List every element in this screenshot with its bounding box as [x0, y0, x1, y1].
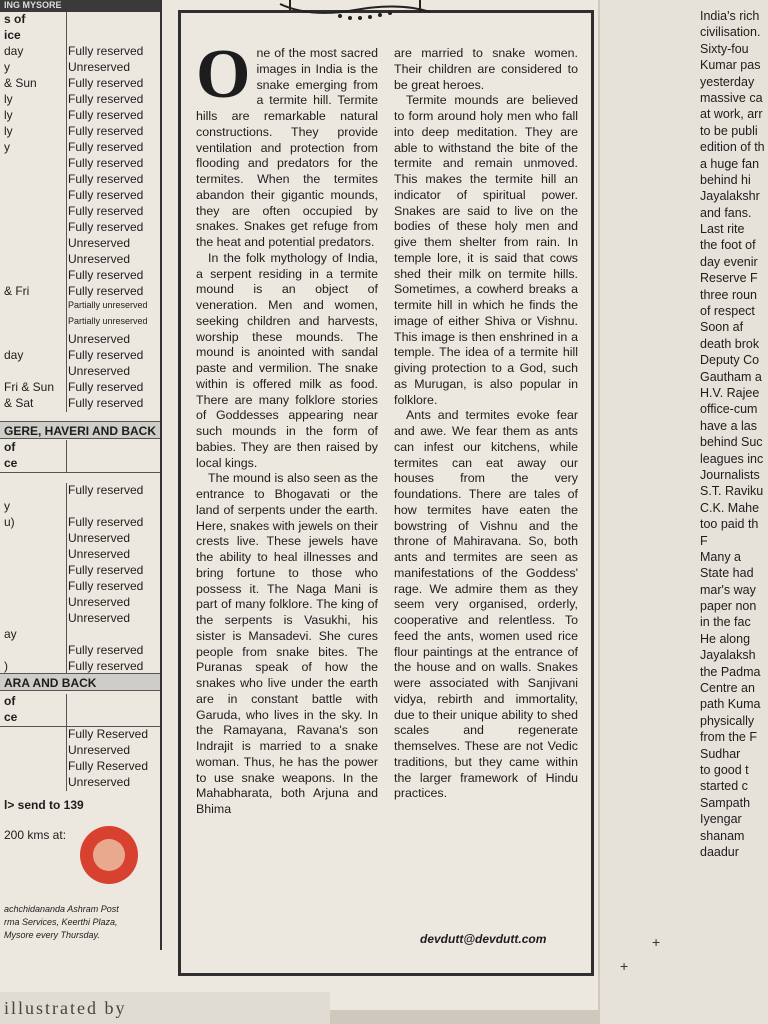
status-cell: Fully Reserved	[68, 759, 149, 773]
table-row	[0, 627, 160, 643]
status-cell: Fully reserved	[68, 76, 144, 90]
status-cell: Unreserved	[68, 595, 131, 609]
day-cell	[0, 204, 67, 220]
column-line: He along	[700, 631, 751, 646]
status-cell: Unreserved	[68, 236, 131, 250]
day-cell	[0, 220, 67, 236]
header-cell: ce	[0, 710, 67, 726]
status-cell: Unreserved	[68, 775, 131, 789]
table-row	[0, 643, 160, 659]
table-row	[0, 124, 160, 140]
column-line: day evenir	[700, 254, 758, 269]
article-paragraph: In the folk mythology of India, a serpent residing in a termite mound is an object of veneration. Men and women, seeking children and harvests, worship these mounds. The mound is anointed with sandal paste and vermilion. The snake within is offered milk as food. There are many folklore stories of Goddesses appearing near such mounds in the form of babies. They are then raised by local kings.	[196, 250, 378, 470]
column-line: the Padma	[700, 664, 761, 679]
table-row	[0, 188, 160, 204]
table-row	[0, 396, 160, 412]
column-line: behind Suc	[700, 435, 763, 450]
column-line: yesterday	[700, 74, 755, 89]
adjacent-article-column	[700, 8, 768, 860]
status-cell: Fully reserved	[68, 643, 144, 657]
column-line: a huge fan	[700, 156, 760, 171]
day-cell	[0, 332, 67, 348]
day-cell	[0, 611, 67, 627]
column-line: Soon af	[700, 320, 744, 335]
table-row	[0, 44, 160, 60]
column-line: Many a	[700, 549, 741, 564]
day-cell	[0, 316, 67, 332]
table-row	[0, 300, 160, 316]
day-cell	[0, 483, 67, 499]
column-line: H.V. Rajee	[700, 385, 760, 400]
section-band-haveri: GERE, HAVERI AND BACK	[0, 421, 160, 439]
column-line: death brok	[700, 336, 760, 351]
day-cell	[0, 547, 67, 563]
table-row	[0, 547, 160, 563]
table-row	[0, 563, 160, 579]
table-row	[0, 236, 160, 252]
status-cell: Fully reserved	[68, 44, 144, 58]
day-cell	[0, 172, 67, 188]
table-header-row	[0, 694, 160, 710]
table-row	[0, 60, 160, 76]
status-cell: Fully reserved	[68, 515, 144, 529]
day-cell: u)	[0, 515, 67, 531]
section-band-ara: ARA AND BACK	[0, 673, 160, 691]
column-line: in the fac	[700, 615, 751, 630]
table-header-row	[0, 12, 160, 28]
column-line: leagues inc	[700, 451, 764, 466]
status-cell: Fully reserved	[68, 188, 144, 202]
status-cell: Unreserved	[68, 547, 131, 561]
column-line: of respect	[700, 304, 755, 319]
column-line: F	[700, 533, 708, 548]
column-line: Gautham a	[700, 369, 762, 384]
status-cell: Unreserved	[68, 364, 131, 378]
day-cell	[0, 156, 67, 172]
day-cell: & Sun	[0, 76, 67, 92]
table-row	[0, 204, 160, 220]
day-cell	[0, 775, 67, 791]
day-cell	[0, 727, 67, 743]
day-cell: y	[0, 499, 67, 515]
paragraph-text: ne of the most sacred images in India is the snake emerging from a termite hill. Termite hills are remarkable natural constructions. They provide ventilation and protection from flooding and predators for the termites. When the termites abandon their gigantic mounds, they are often occupied by snakes. Snakes get refuge from the heat and potential predators.	[196, 46, 378, 249]
author-email: devdutt@devdutt.com	[420, 932, 547, 946]
status-cell: Fully reserved	[68, 579, 144, 593]
column-line: S.T. Raviku	[700, 484, 764, 499]
section-header-haveri	[0, 440, 162, 675]
column-line: from the F	[700, 730, 757, 745]
status-cell: Fully Reserved	[68, 727, 149, 741]
railway-seal-logo	[80, 826, 138, 884]
status-cell: Fully reserved	[68, 659, 144, 673]
table-row	[0, 140, 160, 156]
article-paragraph: Ants and termites evoke fear and awe. We fear them as ants can infest our kitchens, while termites can eat away our houses from the very foundations. There are tales of how termites have eaten the bowstring of Vishnu and the throne of Mahiravana. So, both ants and termites are seen as manifestations of the Goddess' rage. We admire them as they seem very organised, orderly, cooperative and relentless. To feed the ants, women used rice flour paintings at the entrance of the house and on walls. Snakes were associated with Sanjivani vidya, rebirth and immortality, due to their unique ability to shed scales and regenerate themselves. These are not Vedic traditions, but they came within the larger framework of Hindu practices.	[394, 408, 578, 801]
status-cell: Fully reserved	[68, 563, 144, 577]
day-cell: & Fri	[0, 284, 67, 300]
column-line: State had	[700, 566, 754, 581]
column-line: shanam	[700, 828, 745, 843]
column-line: too paid th	[700, 517, 759, 532]
column-line: Jayalakshr	[700, 189, 760, 204]
address-line: rma Services, Keerthi Plaza,	[4, 917, 118, 927]
column-line: Kumar pas	[700, 58, 761, 73]
column-line: massive ca	[700, 90, 763, 105]
status-cell: Fully reserved	[68, 268, 144, 282]
column-line: C.K. Mahe	[700, 500, 760, 515]
column-line: daadur	[700, 844, 739, 859]
status-cell: Fully reserved	[68, 204, 144, 218]
day-cell	[0, 595, 67, 611]
registration-mark-icon: +	[620, 958, 629, 974]
address-line: Mysore every Thursday.	[4, 930, 100, 940]
schedule-rows	[0, 483, 160, 675]
status-cell: Fully reserved	[68, 348, 144, 362]
distance-note: 200 kms at:	[4, 828, 67, 842]
day-cell	[0, 236, 67, 252]
header-cell: of	[0, 694, 67, 710]
status-cell: Fully reserved	[68, 172, 144, 186]
column-line: behind hi	[700, 172, 751, 187]
article-paragraph: Termite mounds are believed to form around holy men who fall into deep meditation. They are able to withstand the bite of the termite and remain unmoved. This makes the termite hill an indicator of spiritual power. Snakes are said to live on the bodies of these holy men and give them shelter from rain. In temple lore, it is said that cows shed their milk on termite hills. Sometimes, a cowherd breaks a termite hill in which he finds the image of either Shiva or Vishnu. This image is then enshrined in a temple. The idea of a termite hill giving protection to a God, such as Murugan, is also popular in folklore.	[394, 93, 578, 407]
status-cell: Unreserved	[68, 332, 131, 346]
day-cell: ly	[0, 92, 67, 108]
table-row	[0, 172, 160, 188]
status-cell: Fully reserved	[68, 92, 144, 106]
day-cell: Fri & Sun	[0, 380, 67, 396]
schedule-rows	[0, 44, 160, 412]
article-paragraph: The mound is also seen as the entrance to Bhogavati or the land of serpents under the earth. Here, snakes with jewels on their crests live. These jewels have the ability to heal illnesses and bring fortune to those who possess it. The Naga Mani is part of many folklore. The king of the serpents is Vasukhi, his sister is Mansadevi. She cures people from snake bites. The Puranas speak of how the snakes who live under the earth are in constant battle with Garuda, who lives in the sky. In the Ramayana, Ravana's son Indrajit is married to a snake woman. Thus, he has the power to use snake weapons. In the Mahabharata, both Arjuna and Bhima	[196, 471, 378, 816]
column-line: have a las	[700, 418, 757, 433]
status-cell: Unreserved	[68, 743, 131, 757]
table-row	[0, 727, 160, 743]
day-cell	[0, 579, 67, 595]
column-line: mar's way	[700, 582, 756, 597]
column-line: India's rich	[700, 9, 760, 23]
status-cell: Fully reserved	[68, 380, 144, 394]
column-line: at work, arr	[700, 107, 763, 122]
table-row	[0, 515, 160, 531]
day-cell: y	[0, 60, 67, 76]
column-line: path Kuma	[700, 697, 761, 712]
sms-instruction: l> send to 139	[4, 798, 84, 812]
column-line: Sampath	[700, 795, 751, 810]
header-cell: of	[0, 440, 67, 456]
day-cell	[0, 743, 67, 759]
day-cell	[0, 759, 67, 775]
column-line: Reserve F	[700, 271, 758, 286]
day-cell: day	[0, 44, 67, 60]
day-cell	[0, 364, 67, 380]
registration-mark-icon: +	[652, 934, 661, 950]
status-cell: Fully reserved	[68, 220, 144, 234]
status-cell: Fully reserved	[68, 284, 144, 298]
day-cell: )	[0, 659, 67, 675]
status-cell: Fully reserved	[68, 108, 144, 122]
schedule-rows	[0, 726, 160, 791]
status-cell: Fully reserved	[68, 396, 144, 410]
day-cell	[0, 563, 67, 579]
table-row	[0, 595, 160, 611]
table-row	[0, 268, 160, 284]
table-row	[0, 348, 160, 364]
column-line: Journalists	[700, 467, 760, 482]
table-row	[0, 332, 160, 348]
table-row	[0, 284, 160, 300]
column-line: physically	[700, 713, 755, 728]
article-column-1	[196, 36, 378, 818]
table-row	[0, 92, 160, 108]
table-row	[0, 316, 160, 332]
column-line: civilisation.	[700, 25, 761, 40]
day-cell	[0, 268, 67, 284]
article-column-2	[394, 46, 578, 802]
column-line: office-cum	[700, 402, 758, 417]
header-cell: s of	[0, 12, 67, 28]
day-cell: day	[0, 348, 67, 364]
status-cell: Fully reserved	[68, 483, 144, 497]
day-cell	[0, 252, 67, 268]
day-cell	[0, 300, 67, 316]
table-row	[0, 220, 160, 236]
snake-ornament-icon	[270, 0, 440, 24]
column-line: Centre an	[700, 681, 755, 696]
article-paragraph	[196, 36, 378, 251]
column-line: Jayalaksh	[700, 648, 756, 663]
column-line: to good t	[700, 762, 749, 777]
table-row	[0, 775, 160, 791]
day-cell: ly	[0, 108, 67, 124]
drop-cap: O	[196, 36, 251, 113]
column-line: to be publi	[700, 123, 758, 138]
table-row	[0, 156, 160, 172]
table-header-row	[0, 710, 160, 726]
table-header-row	[0, 28, 160, 44]
status-cell: Fully reserved	[68, 124, 144, 138]
table-header-row	[0, 440, 160, 456]
column-line: and fans.	[700, 205, 752, 220]
table-header: ING MYSORE	[0, 0, 160, 12]
table-row	[0, 499, 160, 515]
header-cell: ce	[0, 456, 67, 472]
status-cell: Fully reserved	[68, 156, 144, 170]
column-line: Deputy Co	[700, 353, 760, 368]
address-line: achchidananda Ashram Post	[4, 904, 119, 914]
status-cell: Partially unreserved	[68, 300, 148, 310]
day-cell	[0, 643, 67, 659]
table-row	[0, 611, 160, 627]
table-row	[0, 579, 160, 595]
section-header-ara	[0, 694, 162, 791]
column-line: Last rite	[700, 222, 745, 237]
table-row	[0, 364, 160, 380]
table-row	[0, 108, 160, 124]
column-line: Iyengar	[700, 812, 742, 827]
status-cell: Fully reserved	[68, 140, 144, 154]
day-cell: y	[0, 140, 67, 156]
table-row	[0, 483, 160, 499]
illustration-credit: illustrated by	[4, 998, 127, 1018]
column-line: paper non	[700, 599, 757, 614]
column-line: started c	[700, 779, 748, 794]
header-cell: ice	[0, 28, 67, 44]
table-row	[0, 380, 160, 396]
status-cell: Unreserved	[68, 252, 131, 266]
column-line: three roun	[700, 287, 757, 302]
status-cell: Unreserved	[68, 611, 131, 625]
day-cell	[0, 188, 67, 204]
table-row	[0, 76, 160, 92]
column-line: Sudhar	[700, 746, 741, 761]
table-header-row	[0, 456, 160, 472]
column-line: edition of th	[700, 140, 765, 155]
day-cell	[0, 531, 67, 547]
day-cell: ay	[0, 627, 67, 643]
table-row	[0, 759, 160, 775]
status-cell: Partially unreserved	[68, 316, 148, 326]
article-paragraph: are married to snake women. Their children are considered to be great heroes.	[394, 46, 578, 92]
status-cell: Unreserved	[68, 531, 131, 545]
table-row	[0, 252, 160, 268]
table-row	[0, 531, 160, 547]
column-line: the foot of	[700, 238, 756, 253]
column-line: Sixty-fou	[700, 41, 749, 56]
status-cell: Unreserved	[68, 60, 131, 74]
day-cell: & Sat	[0, 396, 67, 412]
table-row	[0, 743, 160, 759]
day-cell: ly	[0, 124, 67, 140]
